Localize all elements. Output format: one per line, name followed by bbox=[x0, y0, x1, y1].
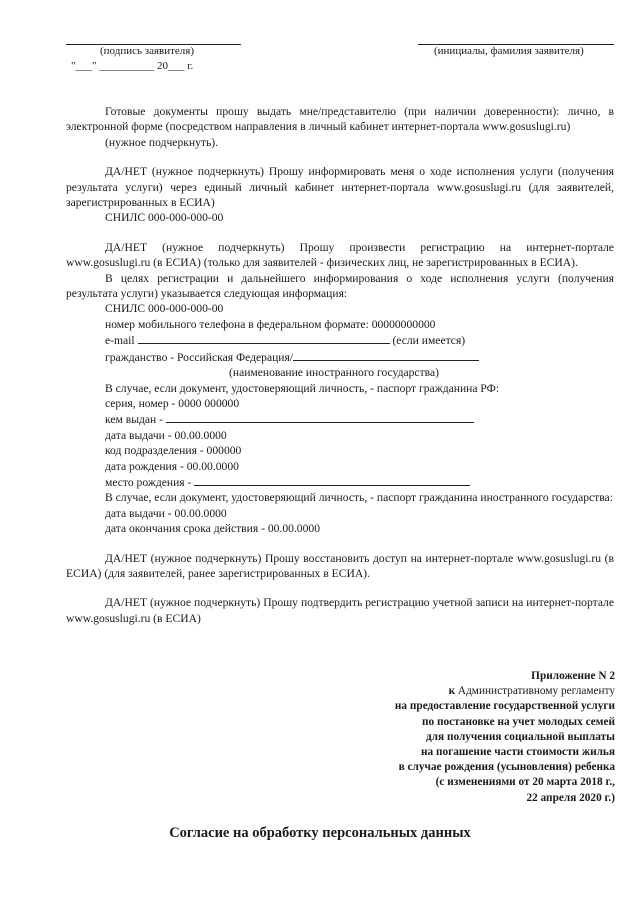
email-blank bbox=[138, 332, 390, 344]
appendix-line-2: на предоставление государственной услуги bbox=[394, 700, 615, 713]
appendix-line-1 bbox=[395, 684, 615, 699]
appendix-line-8: 22 апреля 2020 г.) bbox=[526, 791, 615, 804]
register-paragraph: ДА/НЕТ (нужное подчеркнуть) Прошу произвести регистрацию на интернет-портале www.gosuslugi.ru (в ЕСИА) (только для заявителей - физических лиц, не зарегистрированных в ЕСИА). bbox=[66, 240, 614, 270]
foreign-issue-date: дата выдачи - 00.00.0000 bbox=[105, 506, 227, 520]
appendix-header bbox=[395, 669, 615, 806]
email-label: e-mail bbox=[105, 334, 135, 348]
division-code: код подразделения - 000000 bbox=[105, 444, 242, 458]
rf-passport-intro: В случае, если документ, удостоверяющий личность, - паспорт гражданина РФ: bbox=[105, 381, 500, 395]
appendix-line-3: по постановке на учет молодых семей bbox=[421, 715, 615, 728]
restore-paragraph: ДА/НЕТ (нужное подчеркнуть) Прошу восстановить доступ на интернет-портале www.gosuslugi.ru (в ЕСИА) (для заявителей, ранее зарегистрированных в ЕСИА). bbox=[66, 551, 614, 580]
delivery-note: (нужное подчеркнуть). bbox=[105, 135, 218, 149]
appendix-line-6: в случае рождения (усыновления) ребенка bbox=[398, 761, 615, 774]
appendix-line-7: (с изменениями от 20 марта 2018 г., bbox=[435, 776, 615, 789]
document-title: Согласие на обработку персональных данных bbox=[169, 825, 471, 841]
birth-date: дата рождения - 00.00.0000 bbox=[105, 459, 239, 473]
appendix-title: Приложение N 2 bbox=[531, 670, 615, 682]
appendix-line-5: на погашение части стоимости жилья bbox=[420, 746, 615, 759]
birth-place-blank bbox=[194, 474, 470, 486]
issued-by-label: кем выдан - bbox=[105, 413, 163, 427]
confirm-paragraph: ДА/НЕТ (нужное подчеркнуть) Прошу подтвердить регистрацию учетной записи на интернет-портале www.gosuslugi.ru (в ЕСИА) bbox=[66, 596, 614, 625]
issue-date: дата выдачи - 00.00.0000 bbox=[105, 428, 227, 442]
appendix-line-1-prefix: к bbox=[448, 685, 456, 698]
birth-place-label: место рождения - bbox=[105, 475, 192, 489]
appendix-line-4: для получения социальной выплаты bbox=[425, 730, 615, 743]
issued-by-row bbox=[66, 411, 614, 427]
inform-paragraph: ДА/НЕТ (нужное подчеркнуть) Прошу информировать меня о ходе исполнения услуги (получения результата услуги) через единый личный кабинет интернет-портала www.gosuslugi.ru (для заявителей, зарегистрированных в ЕСИА) bbox=[66, 165, 614, 210]
foreign-state-blank bbox=[293, 349, 479, 361]
signature-caption: (подпись заявителя) bbox=[100, 45, 195, 57]
foreign-passport-intro: В случае, если документ, удостоверяющий личность, - паспорт гражданина иностранного государства: bbox=[105, 491, 613, 505]
inform-snils: СНИЛС 000-000-000-00 bbox=[105, 211, 224, 225]
issued-by-blank bbox=[166, 411, 474, 423]
register-email-row bbox=[66, 332, 614, 348]
birth-place-row bbox=[66, 474, 614, 490]
register-purpose: В целях регистрации и дальнейшего информирования о ходе исполнения услуги (получения результата услуги) указывается следующая информация: bbox=[66, 271, 614, 301]
name-caption: (инициалы, фамилия заявителя) bbox=[434, 45, 584, 57]
series-number: серия, номер - 0000 000000 bbox=[105, 396, 240, 410]
citizenship-label: гражданство - Российская Федерация/ bbox=[105, 350, 294, 364]
citizenship-row bbox=[66, 349, 614, 365]
appendix-line-1-rest: Административному регламенту bbox=[457, 685, 615, 698]
delivery-paragraph: Готовые документы прошу выдать мне/представителю (при наличии доверенности): лично, в электронной форме (посредством направления в личный кабинет интернет-портала www.gosuslugi.ru) bbox=[66, 105, 614, 134]
register-phone: номер мобильного телефона в федеральном формате: 00000000000 bbox=[105, 317, 436, 331]
date-line: "___" __________ 20___ г. bbox=[71, 60, 194, 72]
application-body bbox=[66, 104, 614, 626]
expiry-date: дата окончания срока действия - 00.00.0000 bbox=[105, 522, 320, 536]
foreign-state-caption: (наименование иностранного государства) bbox=[229, 366, 439, 380]
register-snils: СНИЛС 000-000-000-00 bbox=[105, 302, 224, 316]
email-suffix: (если имеется) bbox=[392, 334, 466, 348]
